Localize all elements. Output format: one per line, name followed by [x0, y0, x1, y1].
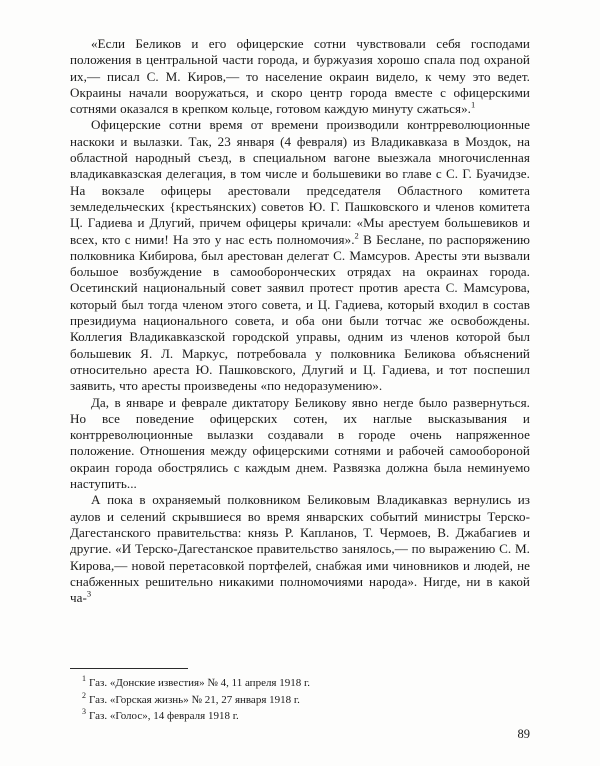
- page-body: [70, 36, 530, 606]
- footnote-marker-1[interactable]: 1: [471, 99, 476, 110]
- footnote-marker-3[interactable]: 3: [86, 588, 92, 599]
- paragraph-3-text: В Беслане, по распоряжению полковника Кибирова, был арестован делегат С. Мамсуров. Аресты эти вызвали большое возбуждение в самооборонческих отрядах на окраинах города. Осетинский национальный совет заявил протест против ареста С. Мамсурова, который был тогда членом этого совета, и Ц. Гадиева, который входил в состав президиума национального совета, и оба они были тотчас же освобождены. Коллегия Владикавказской городской управы, одним из членов которой был большевик Я. Л. Маркус, потребовала у полковника Беликова объяснений относительно ареста Ю. Пашковского, Длугий и Ц. Гадиева, и тот поспешил заявить, что аресты произведены «по недоразумению».: [70, 231, 530, 394]
- footnote-marker-2[interactable]: 2: [354, 230, 359, 241]
- paragraph-2-text: Офицерские сотни время от времени производили контрреволюционные наскоки и вылазки. Так, 23 января (4 февраля) из Владикавказа в Моздок, на областной народный съезд, в специальном вагоне выезжала многочисленная владикавказская делегация, в том числе и большевики во главе с С. Г. Буачидзе. На вокзале офицеры арестовали председателя Областного комитета земледельческих {крестьянских) советов Ю. Г. Пашковского и членов комитета Ц. Гадиева и Длугий, причем офицеры кричали: «Мы арестуем большевиков и всех, кто с ними! На это у нас есть полномочия».: [70, 117, 530, 247]
- paragraph-1-text: «Если Беликов и его офицерские сотни чувствовали себя господами положения в центральной части города, и буржуазия хорошо спала под охраной их,— писал С. М. Киров,— то население окраин видело, к чему это ведет. Окраины начали вооружаться, и скоро центр города вместе с офицерскими сотнями оказался в крепком кольце, готовом каждую минуту сжаться».: [70, 36, 530, 117]
- body-text-block: [70, 36, 530, 606]
- footnote-text: Газ. «Горская жизнь» № 21, 27 января 1918 г.: [89, 693, 300, 706]
- footnotes-block: [70, 668, 530, 726]
- footnote-number: 3: [82, 707, 86, 717]
- footnote-item: [70, 709, 530, 723]
- paragraph-2: [70, 117, 530, 394]
- footnote-item: [70, 676, 530, 690]
- footnote-text: Газ. «Голос», 14 февраля 1918 г.: [89, 710, 239, 722]
- page-number: 89: [517, 727, 530, 741]
- paragraph-4: [70, 395, 530, 493]
- paragraph-1: [70, 36, 530, 117]
- footnote-item: [70, 690, 530, 707]
- footnote-separator-rule: [70, 668, 188, 669]
- footnote-number: 2: [82, 690, 86, 700]
- paragraph-5: [70, 492, 530, 606]
- paragraph-4-text: Да, в январе и феврале диктатору Беликову явно негде было развернуться. Но все поведение офицерских сотен, их наглые высказывания и контрреволюционные вылазки создавали в городе очень напряженное положение. Отношения между офицерскими сотнями и рабочей самообороной окраин города обострялись с каждым днем. Развязка должна была неминуемо наступить...: [70, 394, 530, 492]
- footnote-number: 1: [82, 674, 86, 684]
- paragraph-5-text: А пока в охраняемый полковником Беликовым Владикавказ вернулись из аулов и селений скрывшиеся во время январских событий министры Терско-Дагестанского правительства: князь Р. Капланов, Т. Чермоев, В. Джабагиев и другие. «И Терско-Дагестанское правительство занялось,— по выражению С. М. Кирова,— новой перетасовкой портфелей, снабжая ими чиновников и людей, не снабженных решительно никакими полномочиями народа». Нигде, ни в какой ча-: [70, 492, 530, 606]
- footnote-text: Газ. «Донские известия» № 4, 11 апреля 1918 г.: [89, 677, 311, 689]
